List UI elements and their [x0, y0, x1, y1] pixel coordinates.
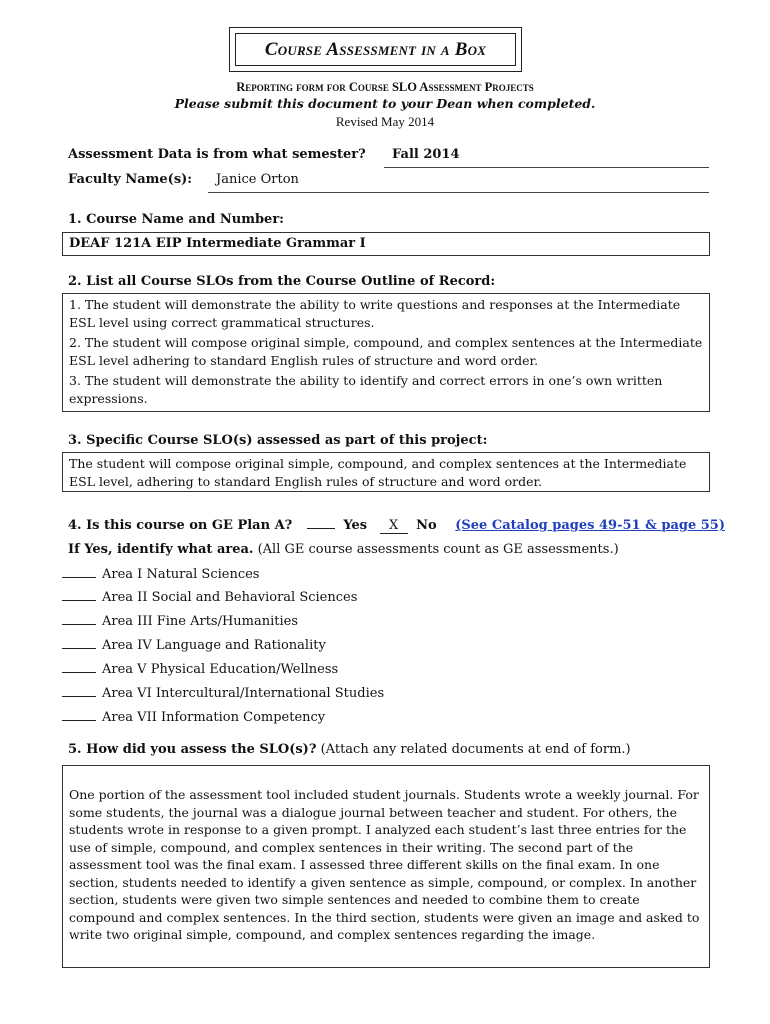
ge-area-row	[62, 709, 325, 725]
ge-area-blank[interactable]	[62, 589, 96, 601]
catalog-link[interactable]: (See Catalog pages 49-51 & page 55)	[455, 518, 726, 533]
faculty-value[interactable]: Janice Orton	[216, 172, 299, 187]
submit-instruction: Please submit this document to your Dean when completed.	[174, 96, 596, 111]
q1-label: 1. Course Name and Number:	[68, 212, 284, 227]
ge-area-row	[62, 613, 298, 629]
ge-area-label: Area I Natural Sciences	[102, 567, 260, 582]
slo-item: 3. The student will demonstrate the ability to identify and correct errors in one’s own written expressions.	[69, 373, 663, 406]
ge-area-label: Area II Social and Behavioral Sciences	[102, 590, 358, 605]
assessment-method-field[interactable]: One portion of the assessment tool included student journals. Students wrote a weekly journal. For some students, the journal was a dialogue journal between teacher and student. For others, the students wrote in response to a given prompt. I analyzed each student’s last three entries for the use of simple, compound, and complex sentences in their writing. The second part of the assessment tool was the final exam. I assessed three different skills on the final exam. In one section, students needed to identify a given sentence as simple, compound, or complex. In another section, students were given two simple sentences and needed to combine them to create compound and complex sentences. In the third section, students were given an image and asked to write two original simple, compound, and complex sentences regarding the image.	[62, 765, 710, 968]
semester-value[interactable]: Fall 2014	[392, 147, 460, 162]
form-subtitle: Reporting form for Course SLO Assessment Projects	[236, 80, 534, 94]
ge-area-blank[interactable]	[62, 613, 96, 625]
assessed-slo-field[interactable]: The student will compose original simple, compound, and complex sentences at the Intermediate ESL level, adhering to standard English rules of structure and word order.	[62, 452, 710, 492]
q5-label: 5. How did you assess the SLO(s)?	[68, 742, 317, 757]
ge-area-blank[interactable]	[62, 637, 96, 649]
ge-area-blank[interactable]	[62, 661, 96, 673]
ge-area-label: Area V Physical Education/Wellness	[102, 662, 339, 677]
course-slos-field[interactable]	[62, 293, 710, 412]
ge-area-row	[62, 589, 357, 605]
if-yes-note: (All GE course assessments count as GE assessments.)	[257, 542, 619, 557]
ge-area-row	[62, 661, 338, 677]
q4-line	[68, 518, 725, 534]
revised-date: Revised May 2014	[335, 114, 435, 129]
if-yes-line	[68, 542, 619, 557]
ge-area-label: Area III Fine Arts/Humanities	[102, 614, 299, 629]
faculty-label: Faculty Name(s):	[68, 172, 193, 187]
ge-no-label: No	[416, 518, 437, 533]
ge-area-row	[62, 637, 326, 653]
ge-area-label: Area IV Language and Rationality	[102, 638, 326, 653]
ge-area-row	[62, 685, 384, 701]
ge-yes-blank[interactable]	[307, 528, 335, 529]
ge-no-blank[interactable]: X	[380, 518, 408, 534]
ge-area-label: Area VI Intercultural/International Studies	[102, 686, 385, 701]
q3-label: 3. Specific Course SLO(s) assessed as part of this project:	[68, 433, 488, 448]
semester-label: Assessment Data is from what semester?	[68, 147, 366, 162]
course-name-field[interactable]: DEAF 121A EIP Intermediate Grammar I	[62, 232, 710, 256]
ge-area-label: Area VII Information Competency	[102, 710, 326, 725]
q4-label: 4. Is this course on GE Plan A?	[68, 518, 293, 533]
title-box	[229, 27, 522, 72]
faculty-underline	[208, 192, 709, 193]
q2-label: 2. List all Course SLOs from the Course Outline of Record:	[68, 274, 496, 289]
semester-underline	[384, 167, 709, 168]
slo-item: 2. The student will compose original simple, compound, and complex sentences at the Intermediate ESL level adhering to standard English rules of structure and word order.	[69, 335, 703, 368]
ge-area-row	[62, 566, 259, 582]
ge-area-blank[interactable]	[62, 685, 96, 697]
ge-area-blank[interactable]	[62, 566, 96, 578]
ge-yes-label: Yes	[343, 518, 368, 533]
if-yes-label: If Yes, identify what area.	[68, 542, 254, 557]
slo-item: 1. The student will demonstrate the ability to write questions and responses at the Intermediate ESL level using correct grammatical structures.	[69, 297, 681, 330]
ge-area-blank[interactable]	[62, 709, 96, 721]
form-title: Course Assessment in a Box	[235, 33, 516, 66]
q5-note: (Attach any related documents at end of form.)	[320, 742, 631, 757]
q5-line	[68, 742, 631, 757]
